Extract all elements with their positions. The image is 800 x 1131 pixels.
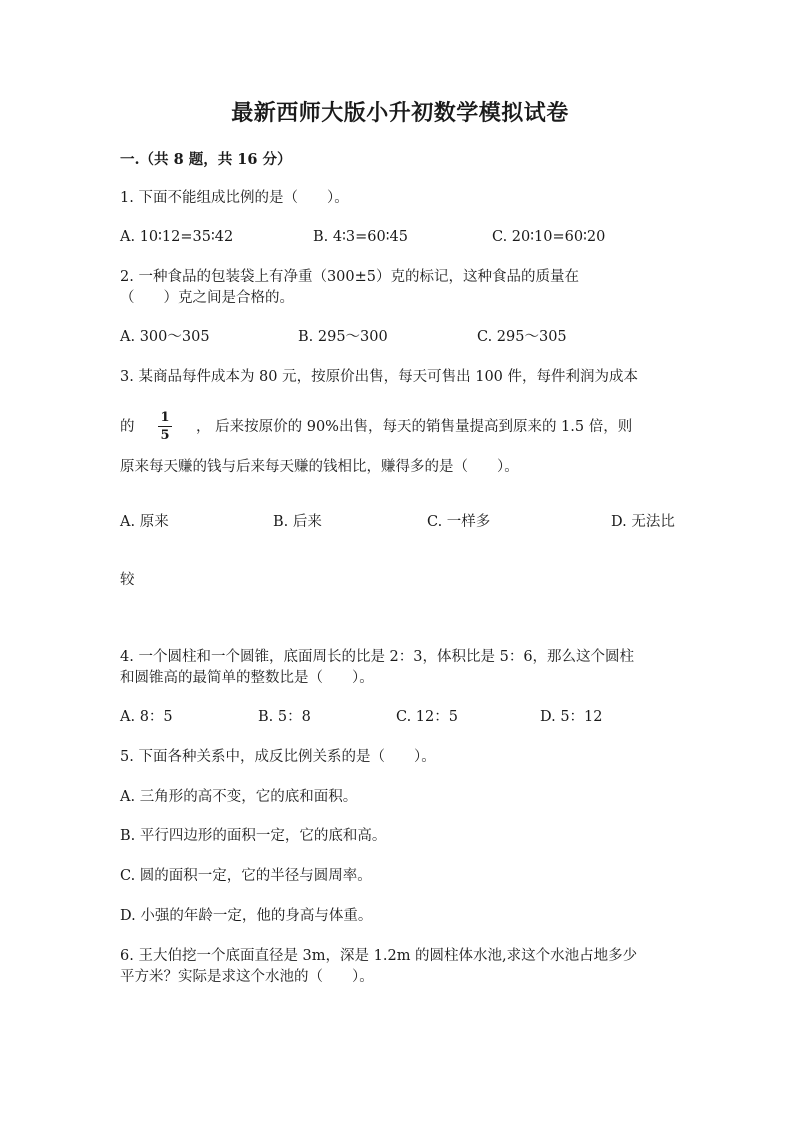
question-4-stem-line-2: 和圆锥高的最简单的整数比是（ ）。 xyxy=(120,670,374,686)
question-5-option-b: B. 平行四边形的面积一定，它的底和高。 xyxy=(120,828,387,844)
question-4-option-c: C. 12：5 xyxy=(396,709,458,725)
question-3-option-a: A. 原来 xyxy=(120,514,169,530)
question-6-stem-line-2: 平方米？实际是求这个水池的（ ）。 xyxy=(120,969,374,985)
fraction-bar xyxy=(158,426,172,427)
question-3-option-c: C. 一样多 xyxy=(427,514,491,530)
question-4-option-a: A. 8：5 xyxy=(120,709,173,725)
question-4-stem-line-1: 4. 一个圆柱和一个圆锥，底面周长的比是 2：3，体积比是 5：6，那么这个圆柱 xyxy=(120,649,635,665)
question-6-stem-line-1: 6. 王大伯挖一个底面直径是 3m，深是 1.2m 的圆柱体水池,求这个水池占地多少 xyxy=(120,948,638,964)
section-header: 一.（共 8 题，共 16 分） xyxy=(120,151,292,168)
question-3-stem-line-3: 原来每天赚的钱与后来每天赚的钱相比，赚得多的是（ ）。 xyxy=(120,459,519,475)
question-5-stem: 5. 下面各种关系中，成反比例关系的是（ ）。 xyxy=(120,749,436,765)
fraction-denominator: 5 xyxy=(160,428,170,443)
question-1-option-b: B. 4∶3=60∶45 xyxy=(313,229,408,245)
question-5-option-a: A. 三角形的高不变，它的底和面积。 xyxy=(120,789,358,805)
question-1-option-c: C. 20∶10=60∶20 xyxy=(492,229,606,245)
question-2-stem-line-2: （ ）克之间是合格的。 xyxy=(120,290,294,306)
fraction-one-fifth xyxy=(158,410,172,443)
question-5-option-c: C. 圆的面积一定，它的半径与圆周率。 xyxy=(120,868,372,884)
question-3-option-d: D. 无法比 xyxy=(611,514,675,530)
question-3-stem-de: 的 xyxy=(120,419,135,435)
question-2-stem-line-1: 2. 一种食品的包装袋上有净重（300±5）克的标记，这种食品的质量在 xyxy=(120,269,579,285)
question-4-option-d: D. 5：12 xyxy=(540,709,603,725)
question-4-option-b: B. 5：8 xyxy=(258,709,311,725)
question-3-stem-line-1: 3. 某商品每件成本为 80 元，按原价出售，每天可售出 100 件，每件利润为成本 xyxy=(120,369,639,385)
fraction-numerator: 1 xyxy=(160,410,170,425)
page-title: 最新西师大版小升初数学模拟试卷 xyxy=(231,100,569,126)
question-1-stem: 1. 下面不能组成比例的是（ ）。 xyxy=(120,190,349,206)
question-3-stem-line-2: ， 后来按原价的 90%出售，每天的销售量提高到原来的 1.5 倍，则 xyxy=(196,419,633,435)
question-5-option-d: D. 小强的年龄一定，他的身高与体重。 xyxy=(120,908,373,924)
question-2-option-a: A. 300～305 xyxy=(120,329,210,345)
question-2-option-c: C. 295～305 xyxy=(477,329,567,345)
question-1-option-a: A. 10∶12=35∶42 xyxy=(120,229,234,245)
question-2-option-b: B. 295～300 xyxy=(298,329,388,345)
question-3-option-b: B. 后来 xyxy=(273,514,322,530)
question-3-option-d-continued: 较 xyxy=(120,572,135,588)
